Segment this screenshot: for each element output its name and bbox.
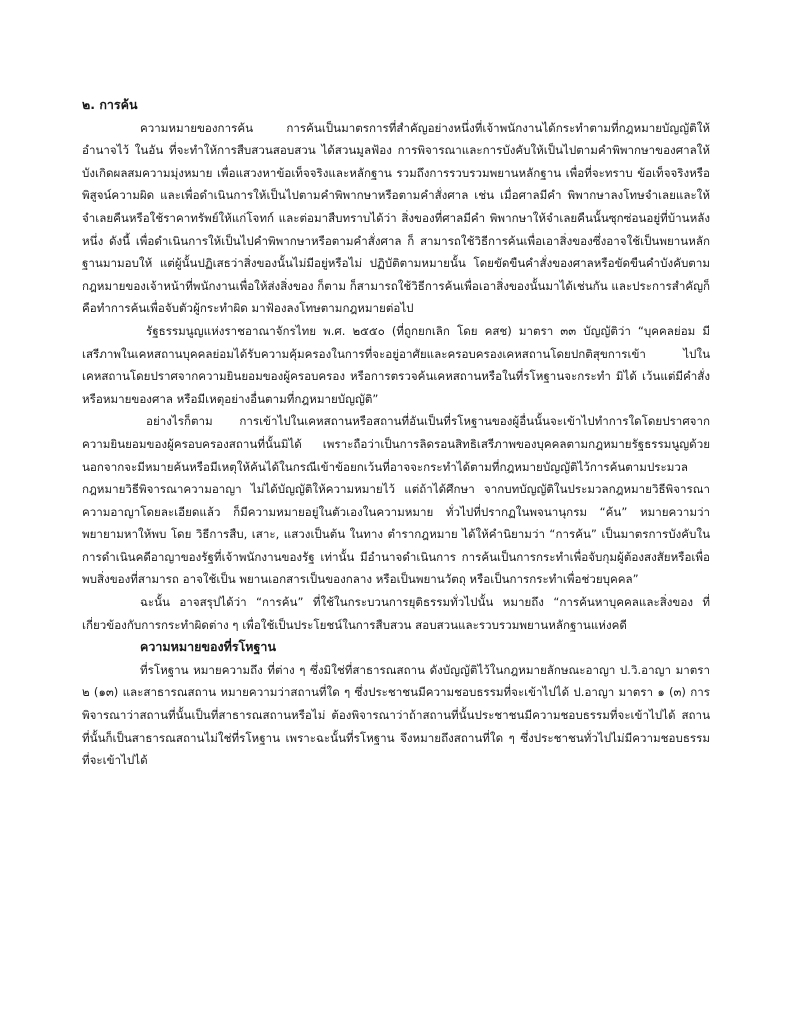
paragraph-conclusion: ฉะนั้น อาจสรุปได้ว่า “การค้น” ที่ใช้ในกระบวนการยุติธรรมทั่วไปนั้น หมายถึง “การค้นหาบุคคลและสิ่งของ ที่เกี่ยวข้องกับการกระทำผิดต่าง ๆ เพื่อใช้เป็นประโยชน์ในการสืบสวน สอบสวนและรวบรวมพยานหลักฐานแห่งคดี [82,595,710,632]
section-heading: ๒. การค้น [82,97,138,112]
paragraph-private-place: ที่รโหฐาน หมายความถึง ที่ต่าง ๆ ซึ่งมิใช่ที่สาธารณสถาน ดังบัญญัติไว้ในกฎหมายลักษณะอาญา ป.วิ.อาญา มาตรา ๒ (๑๓) และสาธารณสถาน หมายความว่าสถานที่ใด ๆ ซึ่งประชาชนมีความชอบธรรมที่จะเข้าไปได้ ป.อาญา มาตรา ๑ (๓) การพิจารณาว่าสถานที่นั้นเป็นที่สาธารณสถานหรือไม่ ต้องพิจารณาว่าถ้าสถานที่นั้นประชาชนมีความชอบธรรมที่จะเข้าไปได้ สถานที่นั้นก็เป็นสาธารณสถานไม่ใช่ที่รโหฐาน เพราะฉะนั้นที่รโหฐาน จึงหมายถึงสถานที่ใด ๆ ซึ่งประชาชนทั่วไปไม่มีความชอบธรรมที่จะเข้าไปได้ [82,662,710,768]
paragraph-however: อย่างไรก็ตาม การเข้าไปในเคหสถานหรือสถานที่อันเป็นที่รโหฐานของผู้อื่นนั้นจะเข้าไปทำการใดโดยปราศจากความยินยอมของผู้ครอบครองสถานที่นั้นมิได้ เพราะถือว่าเป็นการลิดรอนสิทธิเสรีภาพของบุคคลตามกฎหมายรัฐธรรมนูญด้วย นอกจากจะมีหมายค้นหรือมีเหตุให้ค้นได้ในกรณีเข้าข้อยกเว้นที่อาจจะกระทำได้ตามที่กฎหมายบัญญัติไว้การค้นตามประมวลกฎหมายวิธีพิจารณาความอาญา ไม่ได้บัญญัติให้ความหมายไว้ แต่ถ้าได้ศึกษา จากบทบัญญัติในประมวลกฎหมายวิธีพิจารณาความอาญาโดยละเอียดแล้ว ก็มีความหมายอยู่ในตัวเองในความหมาย ทั่วไปที่ปรากฏในพจนานุกรม “ค้น” หมายความว่า พยายามหาให้พบ โดย วิธีการสืบ, เสาะ, แสวงเป็นต้น ในทาง ตำรากฎหมาย ได้ให้คำนิยามว่า “การค้น” เป็นมาตรการบังคับในการดำเนินคดีอาญาของรัฐที่เจ้าพนักงานของรัฐ เท่านั้น มีอำนาจดำเนินการ การค้นเป็นการกระทำเพื่อจับกุมผู้ต้องสงสัยหรือเพื่อพบสิ่งของที่สามารถ อาจใช้เป็น พยานเอกสารเป็นของกลาง หรือเป็นพยานวัตถุ หรือเป็นการกระทำเพื่อช่วยบุคคล” [82,414,710,587]
paragraph-search-meaning: ความหมายของการค้น การค้นเป็นมาตรการที่สำคัญอย่างหนึ่งที่เจ้าพนักงานได้กระทำตามที่กฎหมายบัญญัติให้อำนาจไว้ ในอัน ที่จะทำให้การสืบสวนสอบสวน ได้สวนมูลฟ้อง การพิจารณาและการบังคับให้เป็นไปตามคำพิพากษาของศาลให้ บังเกิดผลสมความมุ่งหมาย เพื่อแสวงหาข้อเท็จจริงและหลักฐาน รวมถึงการรวบรวมพยานหลักฐาน เพื่อที่จะทราบ ข้อเท็จจริงหรือพิสูจน์ความผิด และเพื่อดำเนินการให้เป็นไปตามคำพิพากษาหรือตามคำสั่งศาล เช่น เมื่อศาลมีคำ พิพากษาลงโทษจำเลยและให้จำเลยคืนหรือใช้ราคาทรัพย์ให้แก่โจทก์ และต่อมาสืบทราบได้ว่า สิ่งของที่ศาลมีคำ พิพากษาให้จำเลยคืนนั้นซุกซ่อนอยู่ที่บ้านหลังหนึ่ง ดังนี้ เพื่อดำเนินการให้เป็นไปคำพิพากษาหรือตามคำสั่งศาล ก็ สามารถใช้วิธีการค้นเพื่อเอาสิ่งของซึ่งอาจใช้เป็นพยานหลักฐานมามอบให้ แต่ผู้นั้นปฏิเสธว่าสิ่งของนั้นไม่มีอยู่หรือไม่ ปฏิบัติตามหมายนั้น โดยขัดขืนคำสั่งของศาลหรือขัดขืนคำบังคับตามกฎหมายของเจ้าหน้าที่พนักงานเพื่อให้ส่งสิ่งของ ก็ตาม ก็สามารถใช้วิธีการค้นเพื่อเอาสิ่งของนั้นมาได้เช่นกัน และประการสำคัญก็คือทำการค้นเพื่อจับตัวผู้กระทำผิด มาฟ้องลงโทษตามกฎหมายต่อไป [82,120,710,316]
subheading-private-place: ความหมายของที่รโหฐาน [140,639,276,655]
paragraph-constitution: รัฐธรรมนูญแห่งราชอาณาจักรไทย พ.ศ. ๒๕๕๐ (ที่ถูกยกเลิก โดย คสช) มาตรา ๓๓ บัญญัติว่า “บุคคลย่อม มีเสรีภาพในเคหสถานบุคคลย่อมได้รับความคุ้มครองในการที่จะอยู่อาศัยและครอบครองเคหสถานโดยปกติสุขการเข้า ไปในเคหสถานโดยปราศจากความยินยอมของผู้ครอบครอง หรือการตรวจค้นเคหสถานหรือในที่รโหฐานจะกระทำ มิได้ เว้นแต่มีคำสั่งหรือหมายของศาล หรือมีเหตุอย่างอื่นตามที่กฎหมายบัญญัติ” [82,323,710,406]
document-page [82,94,710,772]
